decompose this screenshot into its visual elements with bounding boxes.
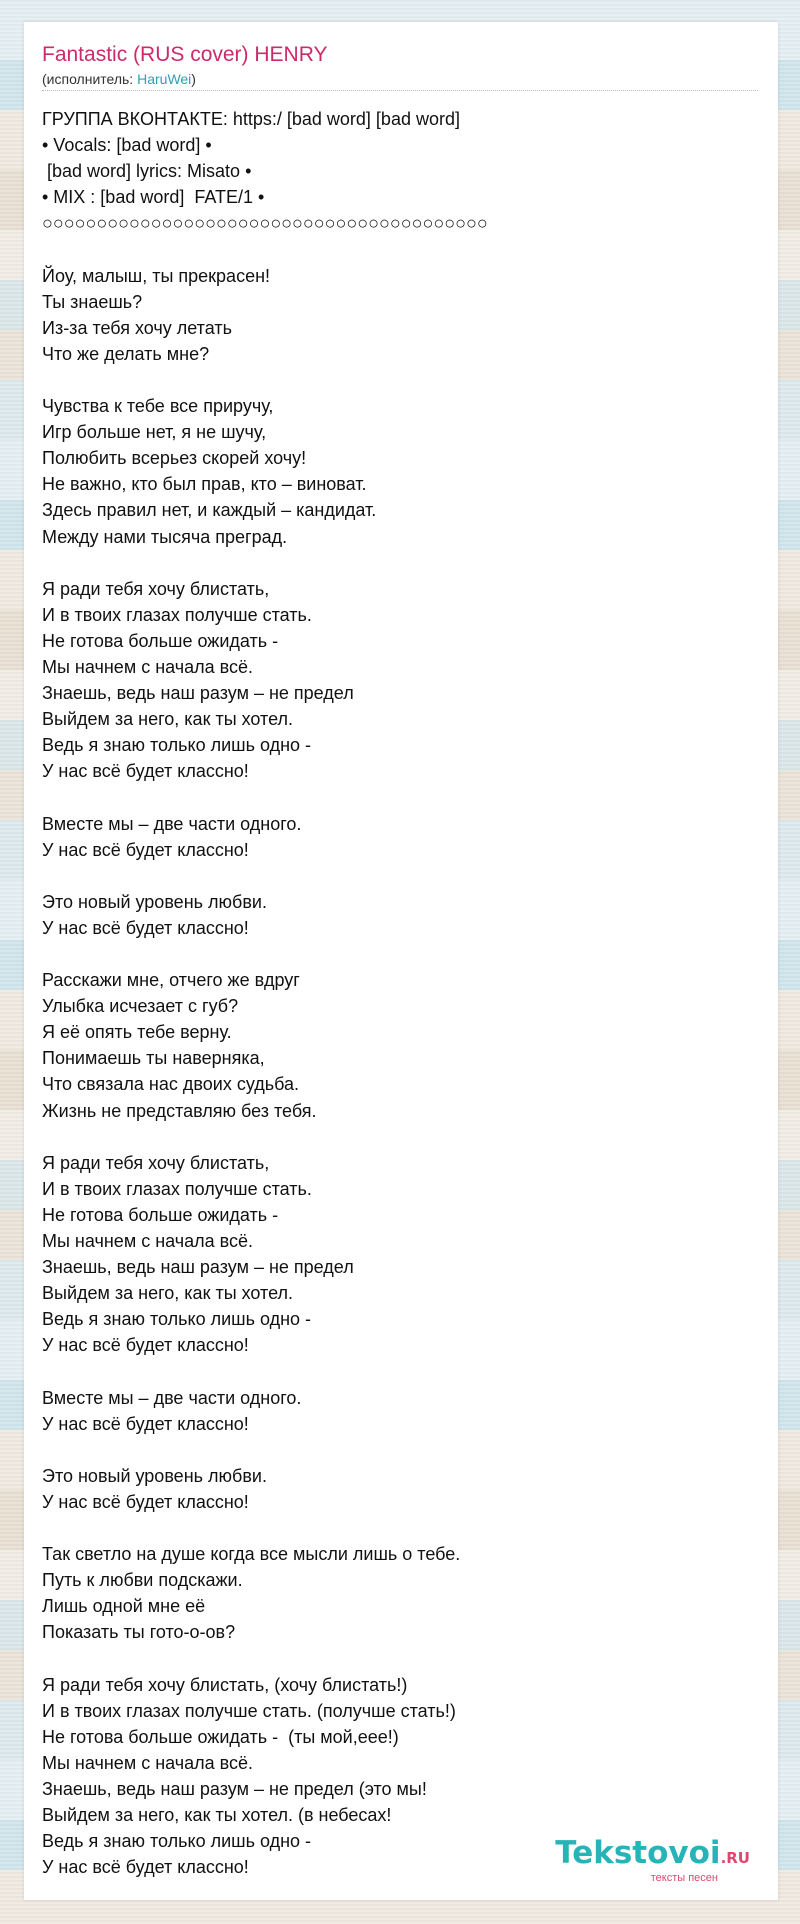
lyrics-card <box>24 22 778 1900</box>
lyrics-blank-line <box>42 367 488 393</box>
lyrics-line: • Vocals: [bad word] • <box>42 135 212 156</box>
lyrics-line: Мы начнем с начала всё. <box>42 1752 254 1773</box>
lyrics-line: Знаешь, ведь наш разум – не предел <box>42 683 354 704</box>
lyrics-line: У нас всё будет классно! <box>42 1491 249 1512</box>
lyrics-line: Понимаешь ты наверняка, <box>42 1048 265 1069</box>
logo-tagline: тексты песен <box>650 1872 718 1884</box>
lyrics-line: Не готова больше ожидать - <box>42 630 279 651</box>
lyrics-line: Это новый уровень любви. <box>42 891 267 912</box>
site-logo[interactable] <box>555 1836 750 1884</box>
header-divider <box>42 90 758 91</box>
lyrics-line: Ведь я знаю только лишь одно - <box>42 1831 312 1852</box>
lyrics-line: Так светло на душе когда все мысли лишь о тебе. <box>42 1544 461 1565</box>
lyrics-line: Между нами тысяча преград. <box>42 526 288 547</box>
lyrics-line: Выйдем за него, как ты хотел. (в небесах! <box>42 1805 392 1826</box>
lyrics-line: Показать ты гото-о-ов? <box>42 1622 236 1643</box>
lyrics-blank-line <box>42 550 488 576</box>
lyrics-line: У нас всё будет классно! <box>42 839 249 860</box>
artist-line <box>42 70 758 88</box>
lyrics-blank-line <box>42 1359 488 1385</box>
lyrics-line: Я ради тебя хочу блистать, <box>42 1152 270 1173</box>
lyrics-blank-line <box>42 941 488 967</box>
lyrics-line: Ведь я знаю только лишь одно - <box>42 1309 312 1330</box>
lyrics-line: И в твоих глазах получше стать. <box>42 604 312 625</box>
lyrics-line: И в твоих глазах получше стать. (получше стать!) <box>42 1700 456 1721</box>
lyrics-line: У нас всё будет классно! <box>42 917 249 938</box>
lyrics-blank-line <box>42 1646 488 1672</box>
lyrics-blank-line <box>42 784 488 810</box>
lyrics-line: Выйдем за него, как ты хотел. <box>42 1283 293 1304</box>
lyrics-line: Йоу, малыш, ты прекрасен! <box>42 265 271 286</box>
lyrics-line: У нас всё будет классно! <box>42 1857 249 1878</box>
lyrics-line: Я её опять тебе верну. <box>42 1022 232 1043</box>
lyrics-line: Вместе мы – две части одного. <box>42 1387 302 1408</box>
lyrics-line: Знаешь, ведь наш разум – не предел (это мы! <box>42 1779 427 1799</box>
logo-wordmark <box>555 1836 750 1875</box>
lyrics-line: У нас всё будет классно! <box>42 1335 249 1356</box>
song-header <box>42 42 758 91</box>
lyrics-line: Улыбка исчезает с губ? <box>42 996 239 1017</box>
lyrics-line: Лишь одной мне её <box>42 1596 206 1617</box>
lyrics-line: Расскажи мне, отчего же вдруг <box>42 970 300 991</box>
lyrics-blank-line <box>42 1437 488 1463</box>
lyrics-blank-line <box>42 1124 488 1150</box>
lyrics-line: Это новый уровень любви. <box>42 1465 267 1486</box>
lyrics-line: Знаешь, ведь наш разум – не предел <box>42 1257 354 1278</box>
artist-link[interactable]: HaruWei <box>137 71 192 87</box>
lyrics-line: Жизнь не представляю без тебя. <box>42 1100 317 1121</box>
lyrics-line: Мы начнем с начала всё. <box>42 1231 254 1252</box>
lyrics-line: ГРУППА ВКОНТАКТЕ: https:/ [bad word] [bad word] <box>42 109 460 129</box>
lyrics-line: У нас всё будет классно! <box>42 1413 249 1434</box>
lyrics-line: Я ради тебя хочу блистать, (хочу блистать!) <box>42 1674 408 1695</box>
lyrics-line: Не важно, кто был прав, кто – виноват. <box>42 474 367 495</box>
lyrics-line: Чувства к тебе все приручу, <box>42 396 274 417</box>
lyrics-line: • MIX : [bad word] FATE/1 • <box>42 187 265 208</box>
song-title: Fantastic (RUS cover) HENRY <box>42 43 328 66</box>
artist-prefix: (исполнитель: <box>42 71 138 87</box>
artist-suffix: ) <box>191 71 196 87</box>
lyrics-line: [bad word] lyrics: Misato • <box>42 161 252 182</box>
lyrics-line: Что связала нас двоих судьба. <box>42 1074 300 1095</box>
logo-tld: .RU <box>720 1849 750 1867</box>
lyrics-line: Ведь я знаю только лишь одно - <box>42 735 312 756</box>
lyrics-line: И в твоих глазах получше стать. <box>42 1178 312 1199</box>
logo-name: Tekstovoi <box>555 1835 721 1871</box>
lyrics-line: Ты знаешь? <box>42 291 143 312</box>
lyrics-line: ○○○○○○○○○○○○○○○○○○○○○○○○○○○○○○○○○○○○○○○○○ <box>42 213 488 234</box>
lyrics-line: Путь к любви подскажи. <box>42 1570 243 1591</box>
lyrics-line: У нас всё будет классно! <box>42 761 249 782</box>
lyrics-line: Я ради тебя хочу блистать, <box>42 578 270 599</box>
lyrics-line: Здесь правил нет, и каждый – кандидат. <box>42 500 377 521</box>
lyrics-text <box>42 106 488 1880</box>
lyrics-blank-line <box>42 236 488 262</box>
lyrics-line: Что же делать мне? <box>42 343 210 364</box>
lyrics-line: Не готова больше ожидать - (ты мой,еее!) <box>42 1726 399 1747</box>
lyrics-line: Полюбить всерьез скорей хочу! <box>42 448 307 469</box>
lyrics-blank-line <box>42 1515 488 1541</box>
lyrics-blank-line <box>42 863 488 889</box>
lyrics-line: Выйдем за него, как ты хотел. <box>42 709 293 730</box>
lyrics-line: Вместе мы – две части одного. <box>42 813 302 834</box>
lyrics-line: Не готова больше ожидать - <box>42 1204 279 1225</box>
lyrics-line: Игр больше нет, я не шучу, <box>42 422 267 443</box>
lyrics-line: Из-за тебя хочу летать <box>42 317 232 338</box>
lyrics-line: Мы начнем с начала всё. <box>42 656 254 677</box>
